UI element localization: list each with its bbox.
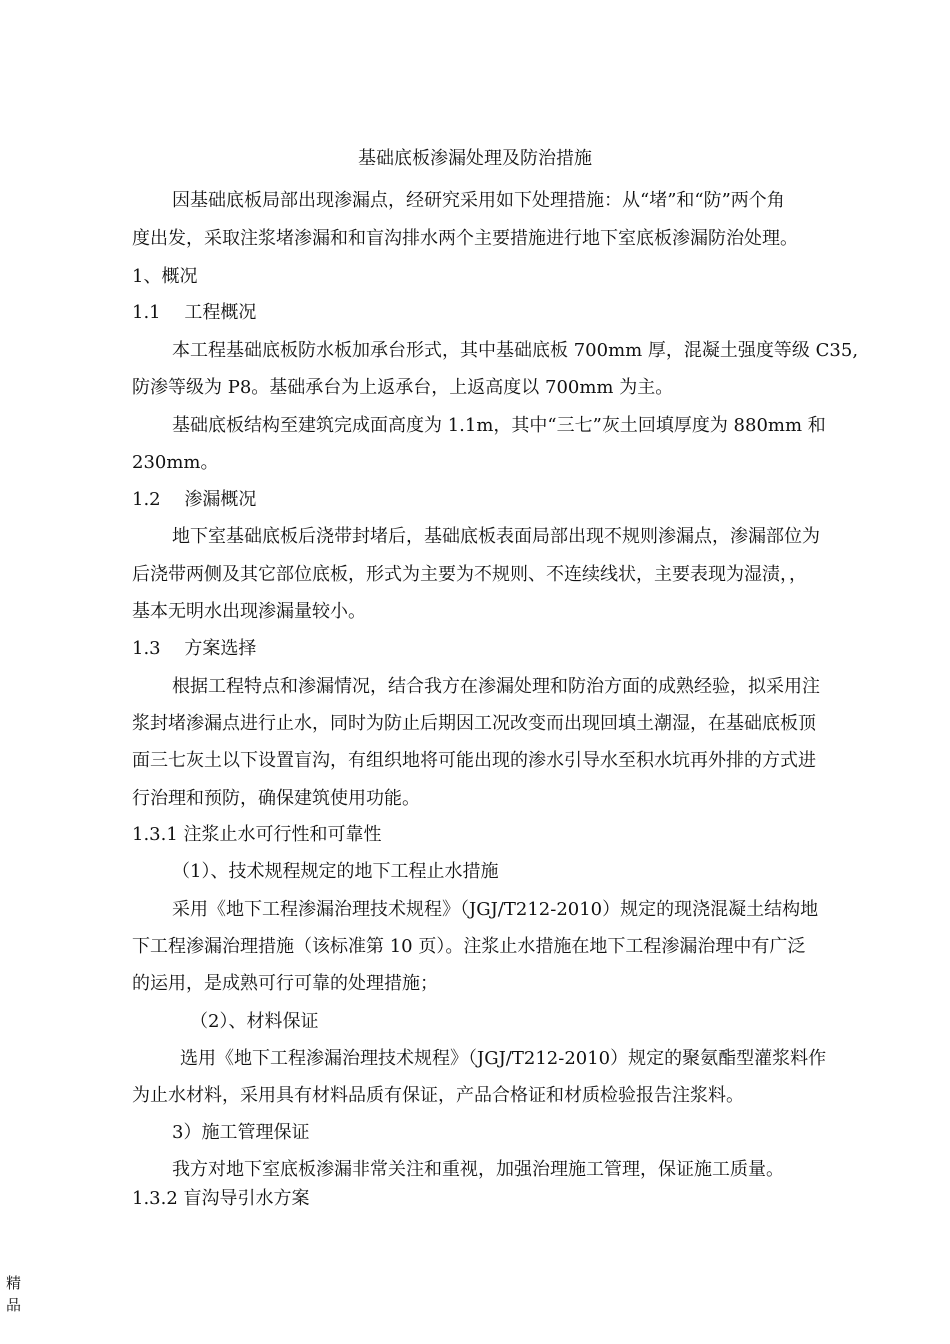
section-1-2-para-line-1: 地下室基础底板后浇带封堵后，基础底板表面局部出现不规则渗漏点，渗漏部位为: [172, 526, 820, 547]
section-1-3-heading: 1.3 方案选择: [132, 638, 257, 659]
section-1-heading: 1、概况: [132, 266, 198, 287]
item-1-body-line-3: 的运用，是成熟可行可靠的处理措施；: [132, 973, 438, 994]
item-3-body: 我方对地下室底板渗漏非常关注和重视，加强治理施工管理，保证施工质量。: [172, 1159, 784, 1180]
footer-mark: 精品: [6, 1274, 22, 1314]
intro-line-1: 因基础底板局部出现渗漏点，经研究采用如下处理措施：从“堵”和“防”两个角: [172, 190, 785, 211]
item-2-heading: （2）、材料保证: [190, 1011, 319, 1032]
section-1-3-2-heading: 1.3.2 盲沟导引水方案: [132, 1188, 310, 1209]
section-1-1-para-2-line-1: 基础底板结构至建筑完成面高度为 1.1m，其中“三七”灰土回填厚度为 880mm 和: [172, 415, 826, 436]
section-1-2-para-line-3: 基本无明水出现渗漏量较小。: [132, 601, 366, 622]
section-1-3-para-line-2: 浆封堵渗漏点进行止水，同时为防止后期因工况改变而出现回填土潮湿，在基础底板顶: [132, 713, 816, 734]
section-1-2-heading: 1.2 渗漏概况: [132, 489, 257, 510]
section-1-3-para-line-1: 根据工程特点和渗漏情况，结合我方在渗漏处理和防治方面的成熟经验，拟采用注: [172, 676, 820, 697]
section-1-1-para-1-line-1: 本工程基础底板防水板加承台形式，其中基础底板 700mm 厚，混凝土强度等级 C35,: [172, 340, 859, 361]
item-1-body-line-1: 采用《地下工程渗漏治理技术规程》（JGJ/T212-2010）规定的现浇混凝土结构地: [172, 899, 819, 920]
document-title: 基础底板渗漏处理及防治措施: [358, 148, 592, 169]
item-2-body-line-1: 选用《地下工程渗漏治理技术规程》（JGJ/T212-2010）规定的聚氨酯型灌浆料作: [180, 1048, 827, 1069]
intro-line-2: 度出发，采取注浆堵渗漏和和盲沟排水两个主要措施进行地下室底板渗漏防治处理。: [132, 228, 798, 249]
section-1-2-para-line-2: 后浇带两侧及其它部位底板，形式为主要为不规则、不连续线状，主要表现为湿渍，，: [132, 564, 807, 585]
item-2-body-line-2: 为止水材料，采用具有材料品质有保证，产品合格证和材质检验报告注浆料。: [132, 1085, 744, 1106]
section-1-1-heading: 1.1 工程概况: [132, 302, 257, 323]
section-1-3-para-line-3: 面三七灰土以下设置盲沟，有组织地将可能出现的渗水引导水至积水坑再外排的方式进: [132, 750, 816, 771]
item-3-heading: 3）施工管理保证: [172, 1122, 310, 1143]
item-1-body-line-2: 下工程渗漏治理措施（该标准第 10 页）。注浆止水措施在地下工程渗漏治理中有广泛: [132, 936, 806, 957]
item-1-heading: （1）、技术规程规定的地下工程止水措施: [172, 861, 499, 882]
section-1-3-1-heading: 1.3.1 注浆止水可行性和可靠性: [132, 824, 382, 845]
section-1-1-para-1-line-2: 防渗等级为 P8。基础承台为上返承台，上返高度以 700mm 为主。: [132, 377, 674, 398]
section-1-1-para-2-line-2: 230mm。: [132, 452, 219, 473]
section-1-3-para-line-4: 行治理和预防，确保建筑使用功能。: [132, 788, 420, 809]
